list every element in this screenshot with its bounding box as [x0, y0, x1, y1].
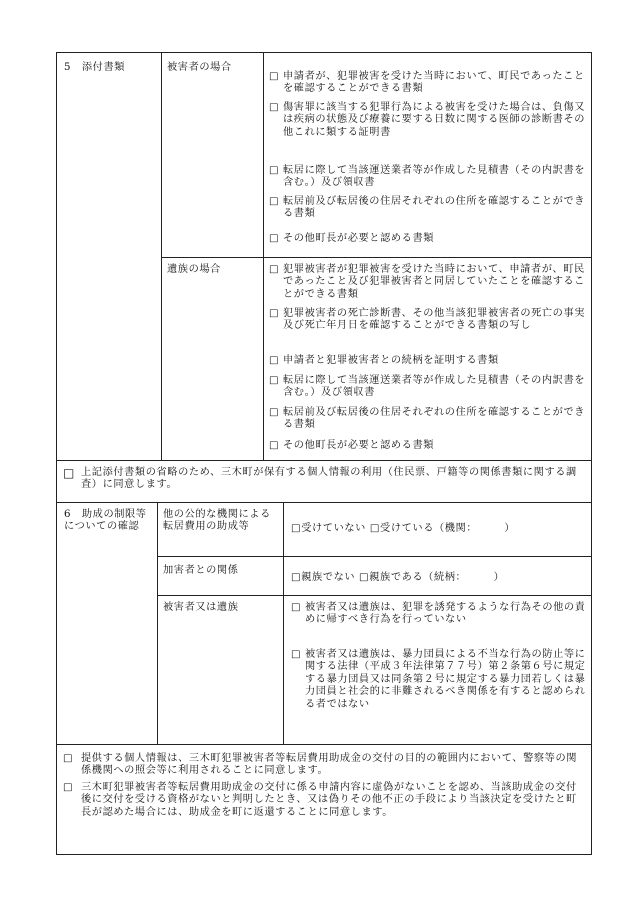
checkbox[interactable]: □: [269, 440, 279, 451]
divider: [57, 502, 592, 503]
divider: [157, 502, 158, 744]
divider: [157, 595, 592, 596]
checkbox[interactable]: □: [269, 196, 279, 207]
omission-consent-text: 上記添付書類の省略のため、三木町が保有する個人情報の利用（住民票、戸籍等の関係書類に関する調査）に同意します。: [81, 467, 577, 491]
doc-item: 犯罪被害者の死亡診断書、その他当該犯罪被害者の死亡の事実及び死亡年月日を確認することができる書類の写し: [283, 308, 586, 332]
checkbox[interactable]: □: [269, 71, 279, 82]
application-form: [56, 52, 592, 855]
checkbox[interactable]: □: [359, 572, 370, 583]
doc-item: 申請者と犯罪被害者との続柄を証明する書類: [283, 355, 499, 366]
doc-item: その他町長が必要と認める書類: [283, 233, 435, 244]
victim-case-label: 被害者の場合: [167, 62, 232, 73]
doc-item: 犯罪被害者が犯罪被害を受けた当時において、申請者が、町民であったこと及び犯罪被害者と同居していたことを確認することができる書類: [283, 264, 585, 300]
privacy-consent-text: 提供する個人情報は、三木町犯罪被害者等転居費用助成金の交付の目的の範囲内において、警察等の関係機関への照会等に利用されることに同意します。: [81, 753, 578, 777]
section5-heading: 5 添付書類: [64, 62, 126, 73]
checkbox[interactable]: □: [269, 375, 279, 386]
option-relative: 親族である（続柄： ）: [369, 572, 505, 583]
checkbox[interactable]: □: [291, 602, 301, 613]
checkbox[interactable]: □: [291, 523, 302, 534]
checkbox[interactable]: □: [269, 407, 279, 418]
doc-item: 転居に際して当該運送業者等が作成した見積書（その内訳書を含む。）及び領収書: [283, 375, 586, 399]
bereaved-case-label: 遺族の場合: [167, 264, 221, 275]
checkbox[interactable]: □: [269, 264, 279, 275]
section6-heading: 6 助成の制限等についての確認: [64, 509, 147, 533]
doc-item: 転居前及び転居後の住居それぞれの住所を確認することができる書類: [283, 407, 586, 431]
checkbox[interactable]: □: [63, 782, 73, 793]
doc-item: 傷害罪に該当する犯罪行為による被害を受けた場合は、負傷又は疾病の状態及び療養に要する日数に関する医師の診断書その他これに類する証明書: [283, 102, 586, 138]
declaration-item: 被害者又は遺族は、暴力団員による不当な行為の防止等に関する法律（平成３年法律第７７号）第２条第６号に規定する暴力団員又は同条第２号に規定する暴力団若しくは暴力団員と社会的に非難されるべき関係を有すると認められる者ではない: [305, 649, 586, 710]
divider: [283, 502, 284, 744]
checkbox[interactable]: □: [269, 355, 279, 366]
option-not-received: 受けていない: [301, 523, 366, 534]
checkbox[interactable]: □: [269, 308, 279, 319]
option-not-relative: 親族でない: [301, 572, 356, 583]
checkbox[interactable]: □: [269, 233, 279, 244]
checkbox[interactable]: □: [63, 466, 75, 480]
checkbox[interactable]: □: [269, 102, 279, 113]
checkbox[interactable]: □: [369, 523, 381, 534]
other-aid-label: 他の公的な機関による転居費用の助成等: [163, 509, 271, 533]
doc-item: 転居前及び転居後の住居それぞれの住所を確認することができる書類: [283, 196, 586, 220]
relation-label: 加害者との関係: [163, 565, 239, 576]
victim-bereaved-label: 被害者又は遺族: [163, 602, 239, 613]
option-received: 受けている（機関： ）: [380, 523, 516, 534]
checkbox[interactable]: □: [291, 649, 301, 660]
doc-item: 転居に際して当該運送業者等が作成した見積書（その内訳書を含む。）及び領収書: [283, 165, 586, 189]
divider: [57, 460, 592, 461]
refund-consent-text: 三木町犯罪被害者等転居費用助成金の交付に係る申請内容に虚偽がないことを認め、当該助成金の交付後に交付を受ける資格がないと判明したとき、又は偽りその他不正の手段により当該決定を受けたと町長が認めた場合には、助成金を町に返還することに同意します。: [81, 782, 577, 818]
declaration-item: 被害者又は遺族は、犯罪を誘発するような行為その他の責めに帰すべき行為を行っていない: [305, 602, 586, 626]
checkbox[interactable]: □: [269, 165, 279, 176]
doc-item: 申請者が、犯罪被害を受けた当時において、町民であったことを確認することができる書類: [283, 71, 585, 95]
doc-item: その他町長が必要と認める書類: [283, 440, 435, 451]
other-aid-options: [291, 523, 591, 535]
checkbox[interactable]: □: [63, 753, 73, 764]
divider: [57, 744, 592, 745]
relation-options: [291, 572, 591, 584]
divider: [161, 257, 592, 258]
checkbox[interactable]: □: [291, 572, 302, 583]
divider: [157, 556, 592, 557]
